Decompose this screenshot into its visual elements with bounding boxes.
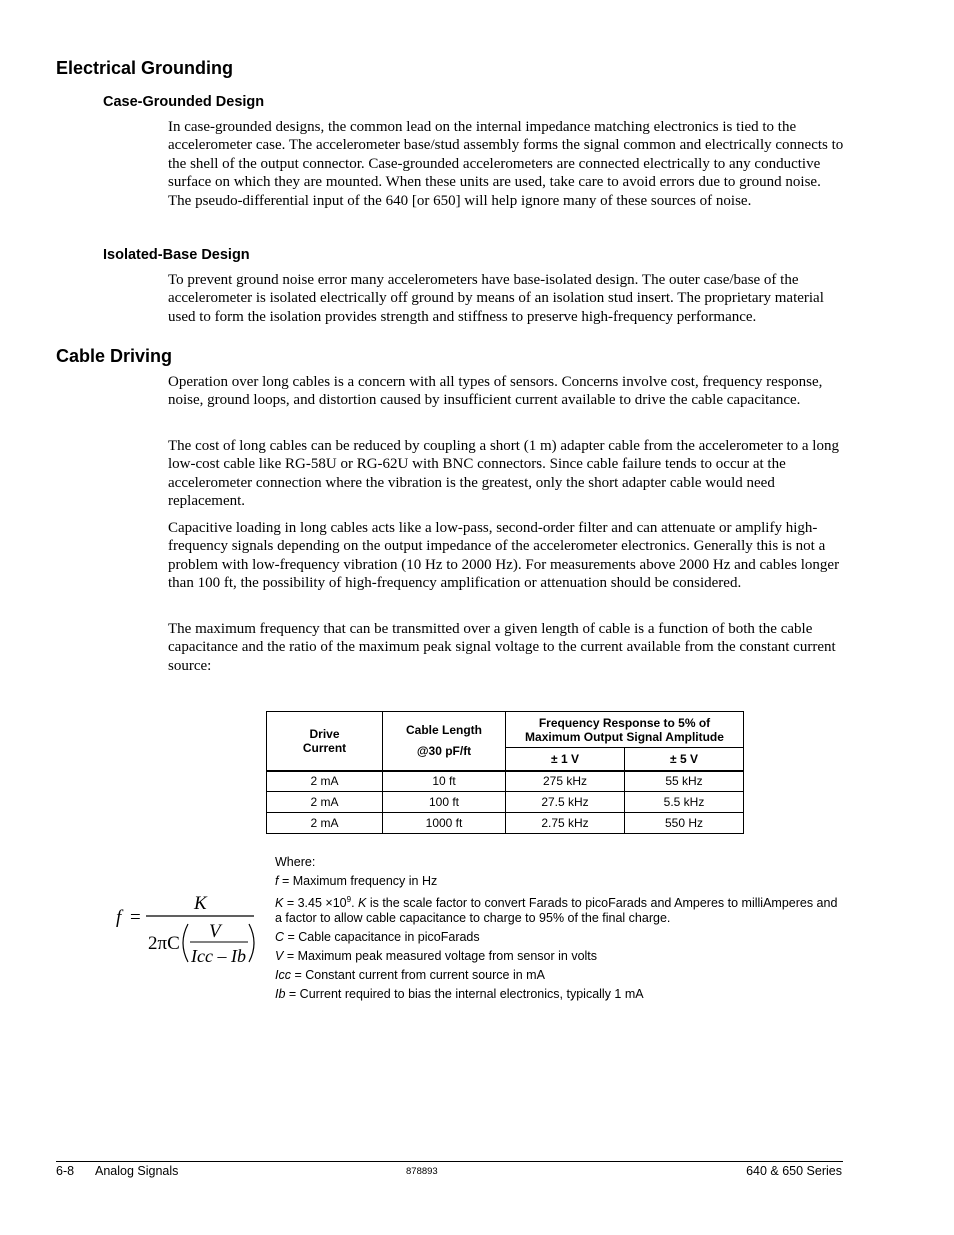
table-cell: 275 kHz: [506, 771, 625, 792]
table-cell: 27.5 kHz: [506, 792, 625, 813]
table-cell: 10 ft: [383, 771, 506, 792]
formula-f: f: [116, 907, 122, 928]
definition-f: f = Maximum frequency in Hz: [275, 874, 438, 888]
definition-v: V = Maximum peak measured voltage from sensor in volts: [275, 949, 598, 964]
header-plus-minus-5v: ± 5 V: [625, 748, 744, 771]
table-cell: 1000 ft: [383, 813, 506, 834]
table-cell: 2 mA: [267, 813, 383, 834]
formula-k: K: [194, 893, 207, 914]
footer-doc-number: 878893: [406, 1166, 438, 1177]
header-drive-current: Drive Current: [267, 712, 383, 771]
header-cable-length: Cable Length @30 pF/ft: [383, 712, 506, 771]
footer-series: 640 & 650 Series: [746, 1164, 842, 1178]
header-plus-minus-1v: ± 1 V: [506, 748, 625, 771]
subsection-title-case-grounded: Case-Grounded Design: [103, 94, 265, 110]
formula-2-pi-c: 2πC: [148, 933, 180, 954]
table-cell: 100 ft: [383, 792, 506, 813]
formula-v: V: [209, 921, 221, 942]
footer-chapter: Analog Signals: [95, 1164, 179, 1178]
definition-ib: Ib = Current required to bias the internal electronics, typically 1 mA: [275, 987, 644, 1002]
definition-k: $K = 3.45 \times 10^9$. K is the scale factor to convert Farads to picoFarads and Amperes to milliAmperes and a factor to allow cable capacitance to charge to 95% of the final charge.: [275, 895, 838, 926]
table-cell: 2 mA: [267, 792, 383, 813]
frequency-response-table: [266, 711, 744, 834]
definition-c: C = Cable capacitance in picoFarads: [275, 930, 480, 945]
table-cell: 2.75 kHz: [506, 813, 625, 834]
paragraph-cable-1: Operation over long cables is a concern with all types of sensors. Concerns involve cost, frequency response, noise, ground loops, and distortion caused by insufficient current available to drive the cable capacitance.: [168, 374, 823, 409]
table-cell: 55 kHz: [625, 771, 744, 792]
table-cell: 550 Hz: [625, 813, 744, 834]
paragraph-isolated-base: To prevent ground noise error many accelerometers have base-isolated design. The outer case/base of the accelerometer is isolated electrically off ground by means of an isolation stud insert. The proprietary material used to form the isolation provides strength and stiffness to preserve high-frequency performance.: [168, 272, 824, 325]
header-frequency-response: Frequency Response to 5% of Maximum Output Signal Amplitude: [506, 712, 744, 748]
table-row: [267, 792, 744, 813]
formula-equals: =: [130, 907, 141, 928]
table-row: [267, 771, 744, 792]
table-cell: 2 mA: [267, 771, 383, 792]
footer-page-number: 6-8: [56, 1164, 75, 1178]
footer-rule: [56, 1161, 843, 1162]
table-row: [267, 813, 744, 834]
paragraph-cable-4: The maximum frequency that can be transmitted over a given length of cable is a function of both the cable capacitance and the ratio of the maximum peak signal voltage to the current available from the constant current source:: [168, 621, 836, 674]
definition-icc: Icc = Constant current from current source in mA: [275, 968, 545, 983]
section-title-electrical-grounding: Electrical Grounding: [56, 58, 234, 78]
section-title-cable-driving: Cable Driving: [56, 346, 173, 366]
variable-definitions: [275, 855, 845, 1002]
formula-right-paren: [249, 924, 254, 962]
paragraph-cable-3: Capacitive loading in long cables acts like a low-pass, second-order filter and can attenuate or amplify high-frequency signals depending on the output impedance of the accelerometer electronics. Generally this is not a problem with low-frequency vibration (10 Hz to 2000 Hz). For measurements above 2000 Hz and cables longer than 100 ft, the possibility of high-frequency amplification or attenuation should be considered.: [168, 520, 840, 592]
subsection-title-isolated-base: Isolated-Base Design: [103, 247, 250, 263]
where-heading: Where:: [275, 855, 316, 869]
formula-left-paren: [183, 924, 188, 962]
formula-icc-minus-ib: Icc – Ib: [191, 946, 246, 966]
frequency-formula: [112, 886, 262, 976]
paragraph-cable-2: The cost of long cables can be reduced by coupling a short (1 m) adapter cable from the accelerometer to a long low-cost cable like RG-58U or RG-62U with BNC connectors. Since cable failure tends to occur at the accelerometer connection where the vibration is the greatest, only the short adapter cable would need replacement.: [168, 438, 839, 510]
table-cell: 5.5 kHz: [625, 792, 744, 813]
paragraph-case-grounded: In case-grounded designs, the common lead on the internal impedance matching electronics is tied to the accelerometer case. The accelerometer base/stud assembly forms the signal common and electrically connects to the shell of the output connector. Case-grounded accelerometers are connected electrically to any conductive surface on which they are mounted. When these units are used, take care to avoid errors due to ground noise. The pseudo-differential input of the 640 [or 650] will help ignore many of these sources of noise.: [168, 119, 844, 209]
